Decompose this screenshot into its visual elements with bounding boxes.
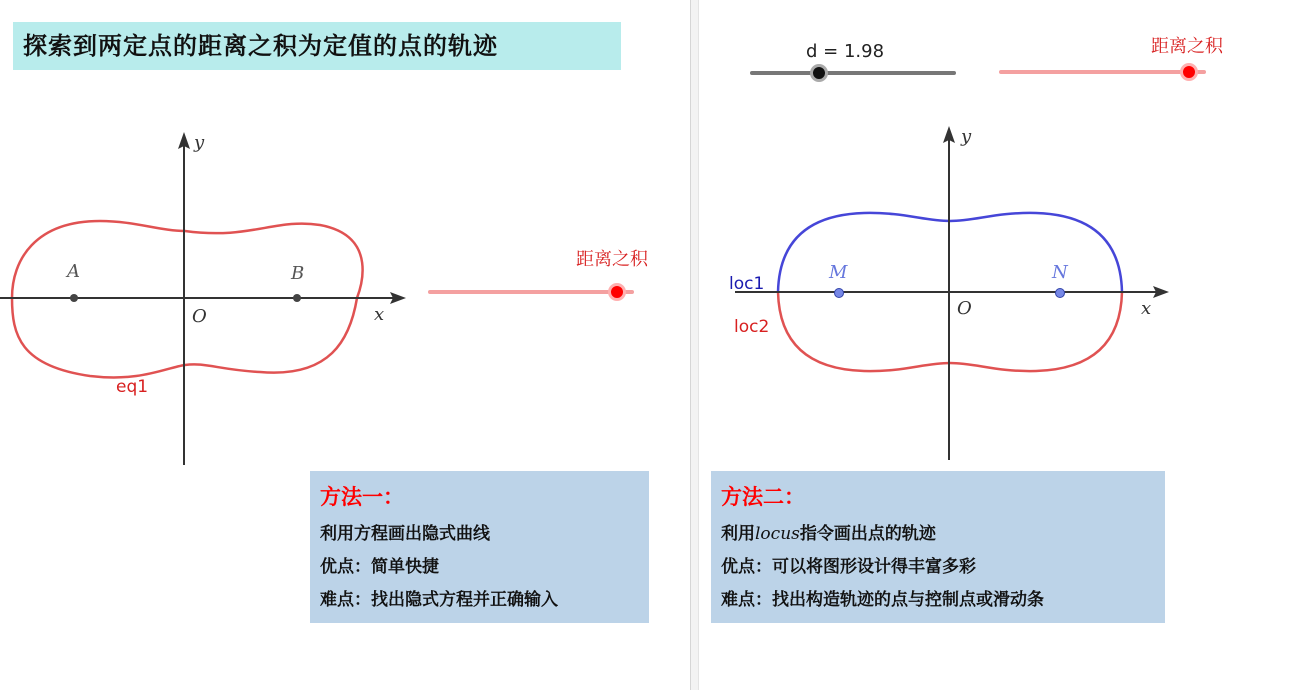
product-slider-label: 距离之积 [576,249,648,270]
right-origin-label: O [957,298,972,319]
y-axis-label: y [194,132,205,153]
method1-line2: 优点：简单快捷 [320,557,439,577]
method2-line3: 难点：找出构造轨迹的点与控制点或滑动条 [721,590,1044,610]
eq1-curve[interactable] [12,221,363,377]
right-panel [699,0,1297,690]
loc1-label: loc1 [729,274,765,294]
right-y-axis-label: y [961,126,972,147]
method2-line1-italic: locus [755,524,800,544]
d-slider-knob[interactable] [812,66,827,81]
method2-box [711,471,1165,623]
point-n[interactable] [1056,289,1065,298]
eq1-label: eq1 [116,377,149,397]
method2-line2: 优点：可以将图形设计得丰富多彩 [721,557,976,577]
page-title: 探索到两定点的距离之积为定值的点的轨迹 [23,31,498,60]
d-slider-label: d = 1.98 [806,41,885,62]
right-product-slider-knob[interactable] [1182,65,1197,80]
panel-divider[interactable] [690,0,699,690]
method2-line1-post: 指令画出点的轨迹 [799,524,936,544]
method2-line1-pre: 利用 [721,524,755,544]
method2-line1 [721,519,936,544]
right-product-slider-label: 距离之积 [1151,36,1223,57]
point-m[interactable] [835,289,844,298]
method2-heading: 方法二： [721,484,805,509]
right-x-axis-label: x [1141,298,1152,319]
method1-heading: 方法一： [320,484,404,509]
point-b-label: B [291,263,305,284]
point-b[interactable] [293,294,301,302]
point-m-label: M [829,262,848,283]
product-slider-knob[interactable] [610,285,625,300]
method1-box [310,471,649,623]
method1-line1: 利用方程画出隐式曲线 [320,524,490,544]
point-a[interactable] [70,294,78,302]
origin-label: O [192,306,207,327]
method1-line3: 难点：找出隐式方程并正确输入 [320,590,558,610]
point-n-label: N [1052,262,1068,283]
loc2-label: loc2 [734,317,770,337]
point-a-label: A [67,261,80,282]
x-axis-label: x [374,304,385,325]
